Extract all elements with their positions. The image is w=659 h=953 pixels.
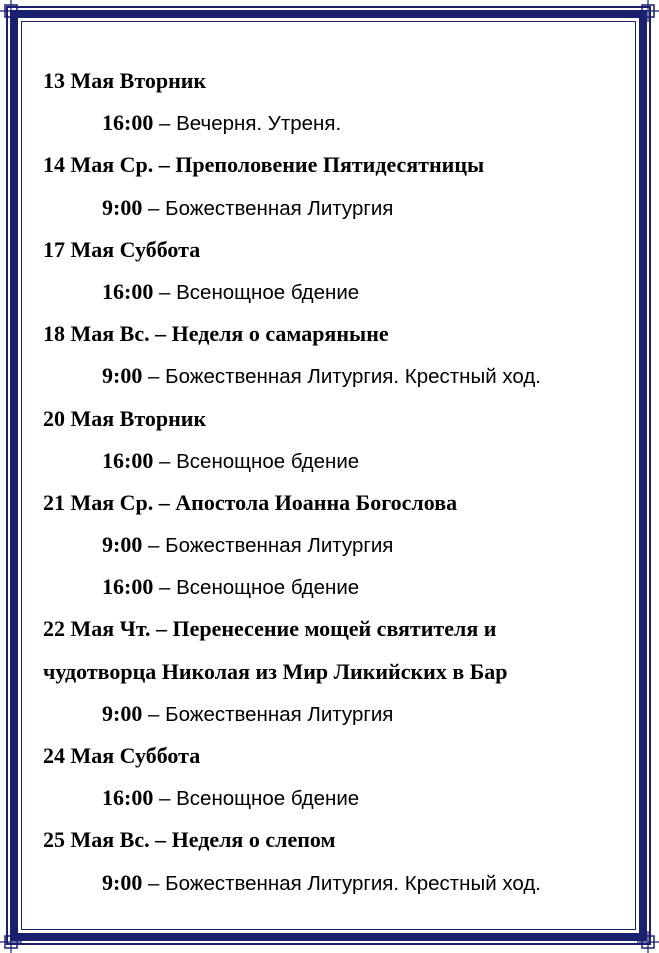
service-description: – Вечерня. Утреня.: [153, 112, 342, 136]
service-time: 9:00: [102, 700, 143, 726]
service-time: 16:00: [102, 278, 154, 304]
service-description: – Божественная Литургия: [142, 534, 394, 558]
service-description: – Божественная Литургия: [142, 196, 394, 220]
service-item: [43, 862, 633, 904]
service-item: [43, 777, 633, 819]
day-heading: 17 Мая Суббота: [43, 236, 201, 262]
service-description: – Всенощное бдение: [153, 280, 360, 304]
frame-corner-ornament-icon: [0, 0, 22, 22]
day-heading: 24 Мая Суббота: [43, 743, 201, 768]
service-time: 16:00: [102, 447, 154, 473]
day-heading: 21 Мая Ср. – Апостола Иоанна Богослова: [43, 489, 458, 515]
service-time: 16:00: [102, 110, 154, 136]
service-item: [43, 566, 633, 608]
service-time: 16:00: [102, 785, 154, 811]
day-heading: 20 Мая Вторник: [43, 405, 207, 431]
service-item: [43, 102, 633, 144]
frame-corner-ornament-icon: [0, 931, 22, 953]
service-time: 9:00: [102, 194, 143, 220]
service-item: [43, 187, 633, 229]
day-heading: 13 Мая Вторник: [43, 68, 207, 93]
service-description: – Божественная Литургия. Крестный ход.: [142, 365, 541, 389]
day-heading: 25 Мая Вс. – Неделя о слепом: [43, 827, 336, 853]
service-item: [43, 693, 633, 735]
service-description: – Всенощное бдение: [153, 449, 360, 473]
frame-corner-ornament-icon: [637, 0, 659, 22]
service-time: 16:00: [102, 574, 154, 600]
service-description: – Всенощное бдение: [153, 787, 360, 811]
day-heading: 18 Мая Вс. – Неделя о самаряныне: [43, 321, 389, 347]
day-heading: 22 Мая Чт. – Перенесение мощей святителя и: [43, 616, 497, 642]
service-time: 9:00: [102, 869, 143, 895]
service-item: [43, 524, 633, 566]
day-heading: 14 Мая Ср. – Преполовение Пятидесятницы: [43, 152, 485, 178]
service-item: [43, 440, 633, 482]
service-time: 9:00: [102, 363, 143, 389]
service-description: – Божественная Литургия: [142, 702, 394, 726]
service-description: – Божественная Литургия. Крестный ход.: [142, 871, 541, 895]
service-item: [43, 355, 633, 397]
service-description: – Всенощное бдение: [153, 576, 360, 600]
day-heading-continuation: чудотворца Николая из Мир Ликийских в Бар: [43, 658, 508, 684]
service-time: 9:00: [102, 532, 143, 558]
service-item: [43, 271, 633, 313]
frame-corner-ornament-icon: [637, 931, 659, 953]
schedule-list: [43, 60, 633, 904]
